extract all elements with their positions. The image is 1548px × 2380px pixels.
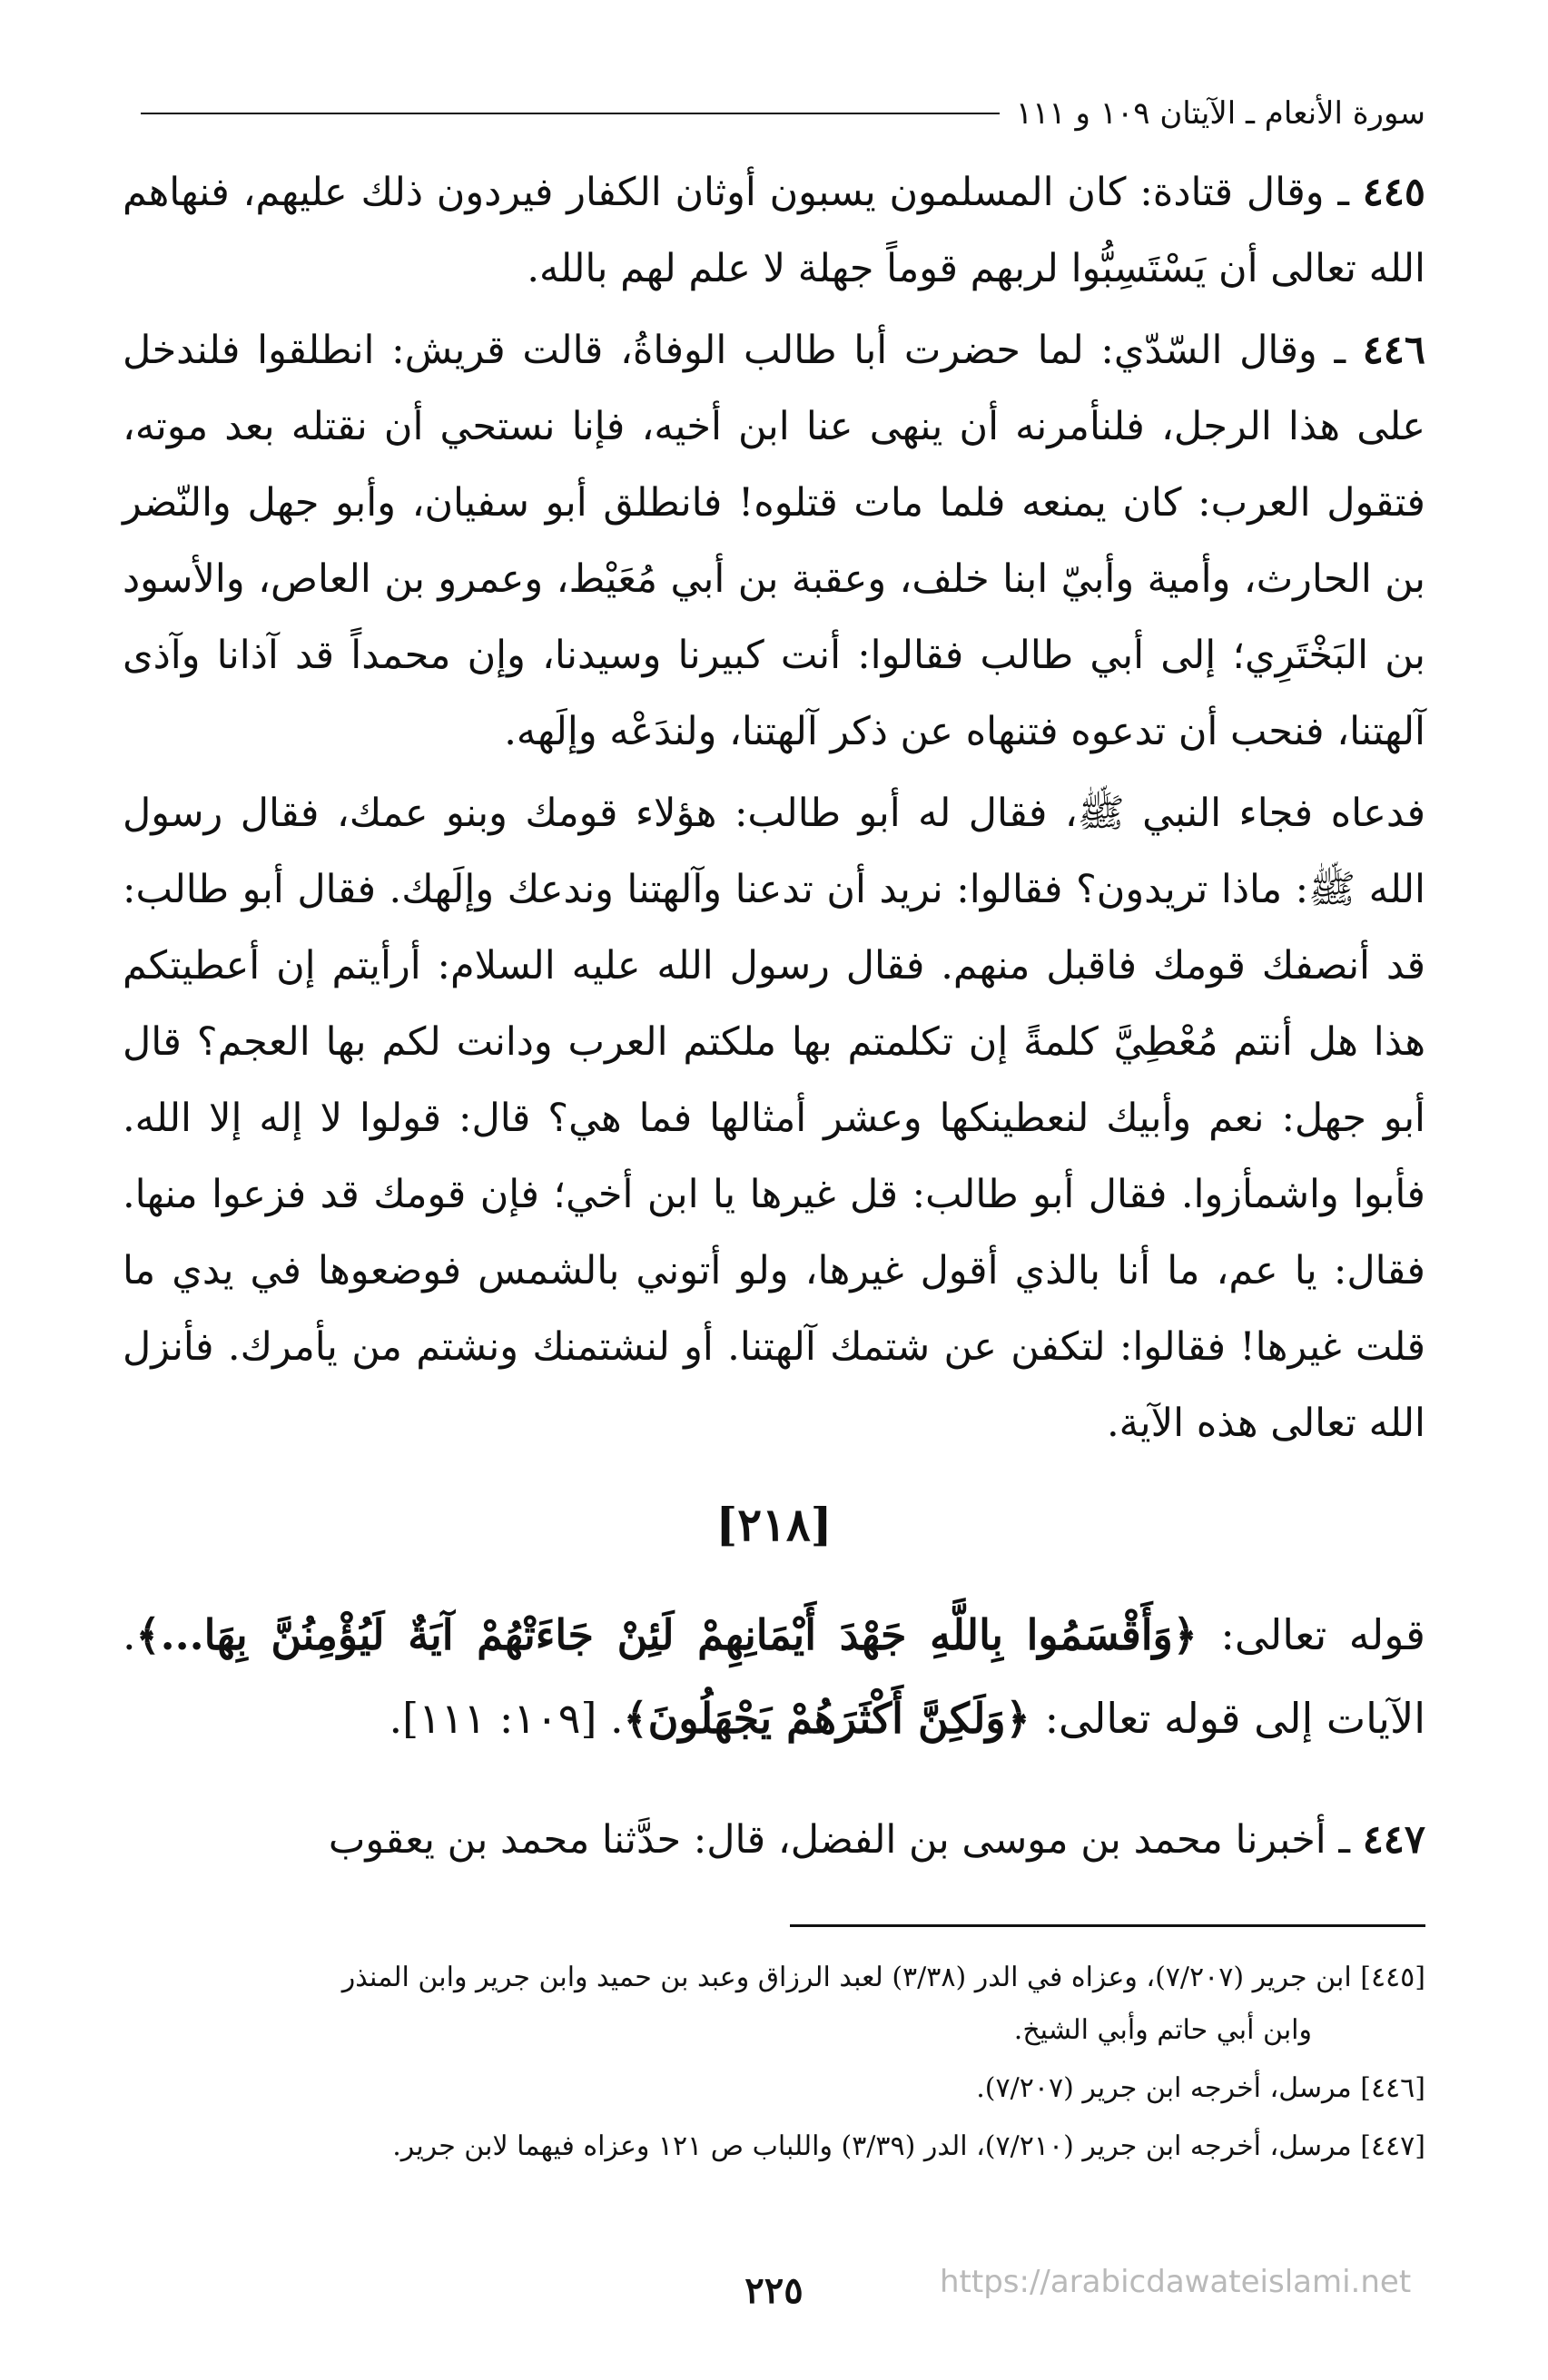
footnote-ref: [٤٤٧]	[1360, 2130, 1425, 2162]
section-number: [٢١٨]	[715, 1498, 833, 1551]
paragraph-445	[123, 154, 1425, 307]
paragraph-text: ـ أخبرنا محمد بن موسى بن الفضل، قال: حدَّثنا محمد بن يعقوب	[328, 1817, 1351, 1863]
paragraph-text: ـ وقال السّدّي: لما حضرت أبا طالب الوفاةُ، قالت قريش: انطلقوا فلندخل على هذا الرجل، فلنأمرنه أن ينهى عنا ابن أخيه، فإنا نستحي أن نقتله بعد موته، فتقول العرب: كان يمنعه فلما مات قتلوه! فانطلق أبو سفيان، وأبو جهل والنّضر بن الحارث، وأمية وأبيّ ابنا خلف، وعقبة بن أبي مُعَيْط، وعمرو بن العاص، والأسود بن البَخْتَرِي؛ إلى أبي طالب فقالوا: أنت كبيرنا وسيدنا، وإن محمداً قد آذانا وآذى آلهتنا، فنحب أن تدعوه فتنهاه عن ذكر آلهتنا، ولندَعْه وإلَهه.	[123, 328, 1425, 754]
paragraph-number: ٤٤٧	[1362, 1817, 1425, 1863]
paragraph-text: فدعاه فجاء النبي ﷺ، فقال له أبو طالب: هؤلاء قومك وبنو عمك، فقال رسول الله ﷺ: ماذا تريدون؟ فقالوا: نريد أن تدعنا وآلهتنا وندعك وإلَهك. فقال أبو طالب: قد أنصفك قومك فاقبل منهم. فقال رسول الله عليه السلام: أرأيتم إن أعطيتكم هذا هل أنتم مُعْطِيَّ كلمةً إن تكلمتم بها ملكتم العرب ودانت لكم بها العجم؟ قال أبو جهل: نعم وأبيك لنعطينكها وعشر أمثالها فما هي؟ قال: قولوا لا إله إلا الله. فأبوا واشمأزوا. فقال أبو طالب: قل غيرها يا ابن أخي؛ فإن قومك قد فزعوا منها. فقال: يا عم، ما أنا بالذي أقول غيرها، ولو أتوني بالشمس فوضعوها في يدي ما قلت غيرها! فقالوا: لتكفن عن شتمك آلهتنا. أو لنشتمنك ونشتم من يأمرك. فأنزل الله تعالى هذه الآية.	[123, 791, 1425, 1446]
footnote	[123, 1952, 1425, 2057]
footnotes	[123, 1952, 1425, 2178]
header-title: سورة الأنعام ـ الآيتان ١٠٩ و ١١١	[1015, 95, 1425, 132]
paragraph-number: ٤٤٥	[1362, 170, 1425, 215]
footnote	[123, 2062, 1425, 2115]
footnote-text: ابن جرير (٧/٢٠٧)، وعزاه في الدر (٣/٣٨) لعبد الرزاق وعبد بن حميد وابن جرير وابن المنذر	[341, 1962, 1352, 1993]
paragraph-number: ٤٤٦	[1362, 328, 1425, 373]
footnote-text: مرسل، أخرجه ابن جرير (٧/٢١٠)، الدر (٣/٣٩) واللباب ص ١٢١ وعزاه فيهما لابن جرير.	[392, 2130, 1352, 2162]
paragraph-446-continued	[123, 775, 1425, 1461]
watermark-url: https://arabicdawateislami.net	[940, 2264, 1412, 2300]
paragraph-447	[123, 1802, 1425, 1878]
verse-middle: . الآيات إلى قوله تعالى:	[123, 1610, 1425, 1743]
main-text	[123, 154, 1425, 1917]
verse-intro: قوله تعالى:	[1220, 1610, 1426, 1659]
header-rule	[141, 113, 1000, 114]
footnote-ref: [٤٤٦]	[1360, 2072, 1425, 2104]
footnote-continuation: وابن أبي حاتم وأبي الشيخ.	[1013, 2014, 1312, 2046]
paragraph-446	[123, 312, 1425, 770]
quran-verse: ﴿وَلَكِنَّ أَكْثَرَهُمْ يَجْهَلُونَ﴾	[623, 1694, 1030, 1743]
verse-reference: . [١٠٩: ١١١].	[389, 1694, 624, 1743]
running-header	[141, 86, 1425, 141]
verse-paragraph	[123, 1593, 1425, 1760]
footnote-ref: [٤٤٥]	[1360, 1962, 1425, 1993]
paragraph-text: ـ وقال قتادة: كان المسلمون يسبون أوثان الكفار فيردون ذلك عليهم، فنهاهم الله تعالى أن يَسْتَسِبُّوا لربهم قوماً جهلة لا علم لهم بالله.	[123, 170, 1425, 291]
page-number: ٢٢٥	[744, 2269, 804, 2312]
footnote-text: مرسل، أخرجه ابن جرير (٧/٢٠٧).	[976, 2072, 1352, 2104]
footnote	[123, 2120, 1425, 2173]
quran-verse: ﴿وَأَقْسَمُوا بِاللَّهِ جَهْدَ أَيْمَانِهِمْ لَئِنْ جَاءَتْهُمْ آيَةٌ لَيُؤْمِنُنَّ بِهَا...﴾	[135, 1610, 1198, 1659]
footnote-divider	[790, 1924, 1425, 1927]
